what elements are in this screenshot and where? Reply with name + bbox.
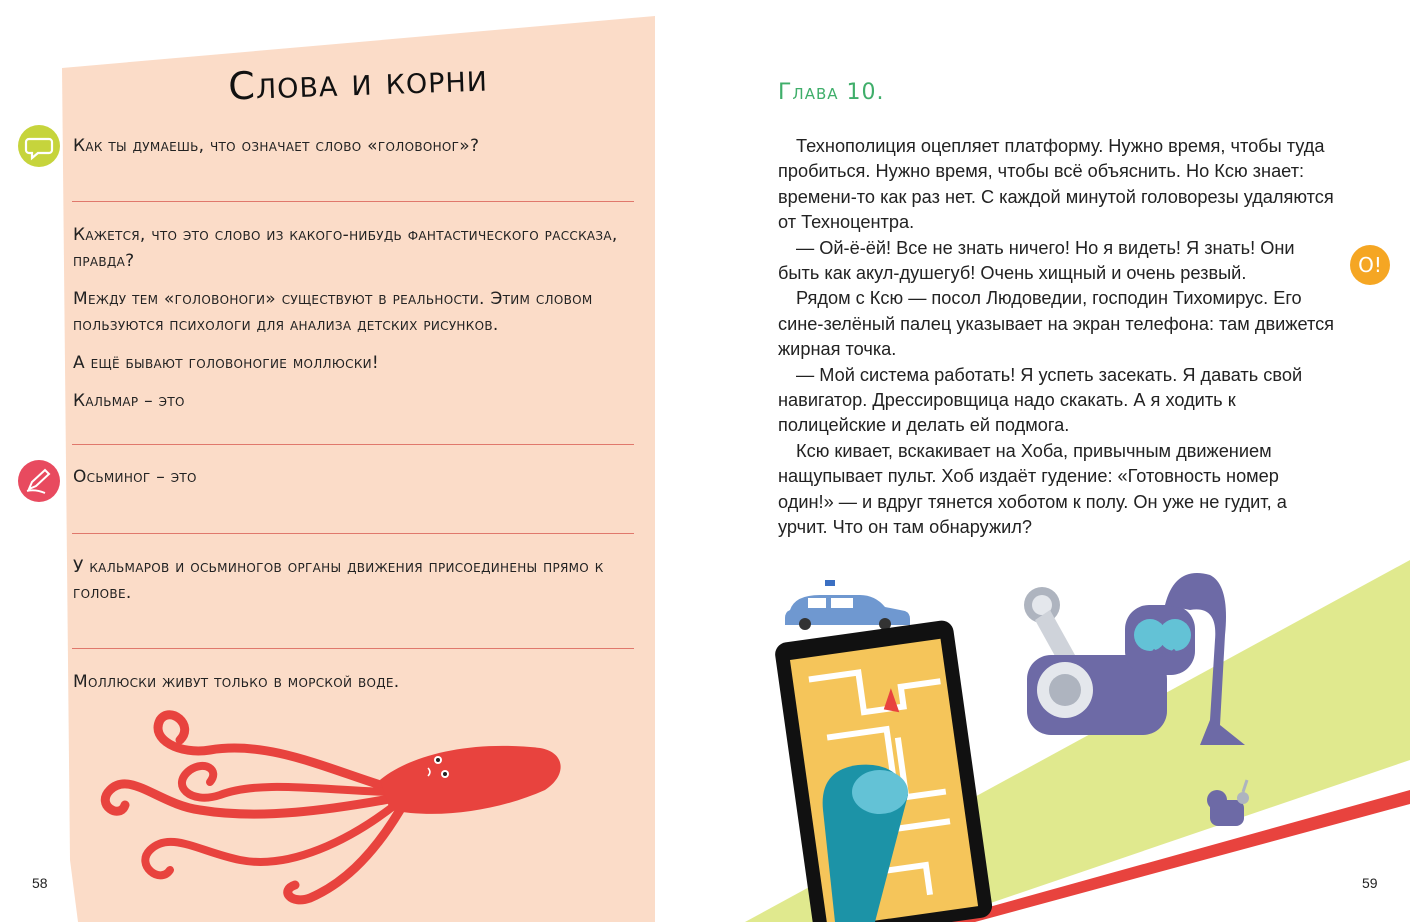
paragraph: А ещё бывают головоногие моллюски! <box>73 353 380 373</box>
story-paragraph: — Ой-ё-ёй! Все не знать ничего! Но я видеть! Я знать! Они быть как акул-душегуб! Очень хищный и очень резвый. <box>778 237 1295 284</box>
exclamation-badge-icon <box>1350 245 1390 285</box>
story-paragraph: Ксю кивает, вскакивает на Хоба, привычным движением нащупывает пульт. Хоб издаёт гудение: «Готовность номер один!» — и вдруг тянется хоботом к полу. Он уже не гудит, а урчит. Что он там обнаружил? <box>778 440 1287 538</box>
prompt-text: Осьминог – это <box>73 467 197 487</box>
question-text: Как ты думаешь, что означает слово «головоног»? <box>73 136 480 156</box>
story-text <box>778 134 1338 541</box>
answer-line[interactable] <box>72 201 634 202</box>
pencil-icon <box>18 460 60 502</box>
chapter-heading: Глава 10. <box>778 80 885 105</box>
badge-label: O! <box>1358 253 1382 277</box>
story-paragraph: — Мой система работать! Я успеть засекать. Я давать свой навигатор. Дрессировщица надо скакать. А я ходить к полицейские и делать ей подмога. <box>778 364 1303 436</box>
answer-line[interactable] <box>72 533 634 534</box>
speech-bubble-icon <box>18 125 60 167</box>
octopus-icon <box>90 710 570 910</box>
chase-illustration <box>705 560 1410 922</box>
prompt-text: Кальмар – это <box>73 391 185 411</box>
page-number: 58 <box>32 875 48 891</box>
paragraph: Кажется, что это слово из какого-нибудь фантастического рассказа, правда? <box>73 225 618 271</box>
page-number: 59 <box>1362 875 1378 891</box>
police-car-icon <box>785 580 910 630</box>
page-title: Слова и корни <box>227 55 489 109</box>
story-paragraph: Рядом с Ксю — посол Людоведии, господин Тихомирус. Его сине-зелёный палец указывает на экран телефона: там движется жирная точка. <box>778 288 1335 360</box>
paragraph: Между тем «головоноги» существуют в реальности. Этим словом пользуются психологи для анализа детских рисунков. <box>73 289 593 335</box>
answer-line[interactable] <box>72 444 634 445</box>
paragraph: Моллюски живут только в морской воде. <box>73 672 400 692</box>
answer-line[interactable] <box>72 648 634 649</box>
robot-icon <box>1024 573 1245 745</box>
paragraph: У кальмаров и осьминогов органы движения присоединены прямо к голове. <box>73 557 604 603</box>
story-paragraph: Технополиция оцепляет платформу. Нужно время, чтобы туда пробиться. Нужно время, чтобы всё объяснить. Но Ксю знает: времени-то как раз нет. С каждой минутой головорезы удаляются от Техноцентра. <box>778 136 1334 233</box>
